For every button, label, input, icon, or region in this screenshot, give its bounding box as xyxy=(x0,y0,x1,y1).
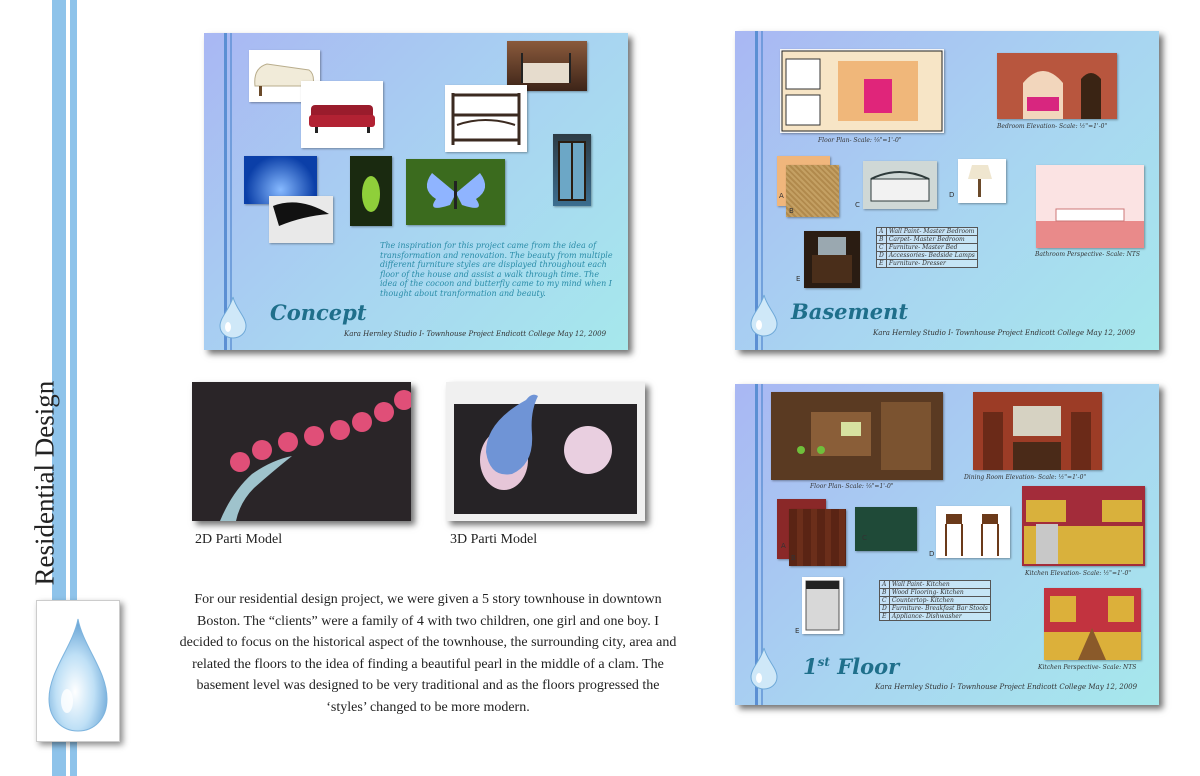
legend-row: B Wood Flooring- Kitchen xyxy=(880,589,991,597)
dining-room-elevation-caption: Dining Room Elevation- Scale: ½"=1'-0" xyxy=(964,474,1087,481)
project-description: For our residential design project, we were given a 5 story townhouse in downtown Boston. The “clients” were a family of 4 with two children, one girl and one boy. I decided to focus on the historical aspect of the townhouse, the surrounding city, area and related the floors to the idea of finding a beautiful pearl in the middle of a clam. The basement level was designed to be very traditional and as the floors progressed the ‘styles’ changed to be more modern. xyxy=(179,592,677,715)
basement-board xyxy=(735,31,1159,350)
legend-letter-d: D xyxy=(949,191,955,199)
master-bed-image xyxy=(863,161,937,209)
water-drop-icon xyxy=(749,293,779,337)
legend-letter-e: E xyxy=(796,275,801,283)
legend-row: D Accessories- Bedside Lamps xyxy=(877,252,978,260)
countertop-swatch xyxy=(855,507,917,551)
dining-room-elevation xyxy=(973,392,1102,470)
legend-row: B Carpet- Master Bedroom xyxy=(877,236,978,244)
water-drop-icon xyxy=(37,601,119,741)
bar-stools-image xyxy=(936,506,1010,558)
model-2d-caption: 2D Parti Model xyxy=(195,532,283,547)
basement-credit: Kara Hernley Studio I- Townhouse Project Endicott College May 12, 2009 xyxy=(873,329,1136,337)
model-3d-caption: 3D Parti Model xyxy=(450,532,538,547)
legend-letter-b: B xyxy=(789,207,794,215)
kitchen-perspective-caption: Kitchen Perspective- Scale: NTS xyxy=(1038,664,1137,671)
water-drop-card xyxy=(36,600,120,742)
basement-floor-plan xyxy=(780,49,944,133)
concept-board xyxy=(204,33,628,350)
first-floor-title: 1st Floor xyxy=(803,654,900,679)
dishwasher-image xyxy=(802,577,843,634)
legend-row: A Wall Paint- Kitchen xyxy=(880,581,991,589)
basement-legend xyxy=(876,227,978,268)
chrysalis-image xyxy=(350,156,392,226)
concept-title: Concept xyxy=(270,300,367,325)
window-view-image xyxy=(553,134,591,206)
first-floor-credit: Kara Hernley Studio I- Townhouse Project Endicott College May 12, 2009 xyxy=(875,683,1138,691)
kitchen-elevation-caption: Kitchen Elevation- Scale: ½"=1'-0" xyxy=(1025,570,1132,577)
legend-letter-e: E xyxy=(795,627,800,635)
first-floor-legend xyxy=(879,580,991,621)
bedroom-elevation xyxy=(997,53,1117,119)
legend-letter-a: A xyxy=(781,542,786,550)
section-title: Residential Design xyxy=(29,380,60,586)
feather-image xyxy=(269,196,333,243)
legend-letter-c: C xyxy=(862,534,867,542)
basement-title: Basement xyxy=(791,299,909,324)
first-floor-plan-caption: Floor Plan- Scale: ⅛"=1'-0" xyxy=(810,483,894,490)
legend-row: D Furniture- Breakfast Bar Stools xyxy=(880,605,991,613)
wood-flooring-swatch xyxy=(789,509,846,566)
model-2d-image xyxy=(192,382,411,521)
basement-floor-plan-caption: Floor Plan- Scale: ⅛"=1'-0" xyxy=(818,137,902,144)
first-floor-board xyxy=(735,384,1159,705)
bedroom-photo xyxy=(507,41,587,91)
water-drop-icon xyxy=(218,295,248,339)
water-drop-icon xyxy=(749,646,779,690)
legend-letter-b: B xyxy=(791,554,796,562)
bedside-lamp-image xyxy=(958,159,1006,203)
bathroom-perspective-caption: Bathroom Perspective- Scale: NTS xyxy=(1035,251,1140,258)
legend-row: C Countertop- Kitchen xyxy=(880,597,991,605)
red-sofa-image xyxy=(301,81,383,148)
legend-letter-c: C xyxy=(855,201,860,209)
legend-letter-d: D xyxy=(929,550,935,558)
bathroom-perspective xyxy=(1036,165,1144,248)
legend-row: C Furniture- Master Bed xyxy=(877,244,978,252)
legend-row: E Appliance- Dishwasher xyxy=(880,613,991,621)
concept-credit: Kara Hernley Studio I- Townhouse Project Endicott College May 12, 2009 xyxy=(344,330,607,338)
kitchen-perspective xyxy=(1044,588,1141,660)
concept-text: The inspiration for this project came from the idea of transformation and renovation. The beauty from multiple different furniture styles are displayed throughout each floor of the house and assist a walk through time. The idea of the cocoon and butterfly came to my mind when I thought about tranformation and beauty. xyxy=(380,241,613,298)
bedroom-elevation-caption: Bedroom Elevation- Scale: ½"=1'-0" xyxy=(997,123,1108,130)
legend-letter-a: A xyxy=(779,192,784,200)
kitchen-elevation xyxy=(1022,486,1145,566)
model-3d-image xyxy=(446,382,645,521)
legend-row: E Furniture- Dresser xyxy=(877,260,978,268)
first-floor-plan xyxy=(771,392,943,480)
dresser-image xyxy=(804,231,860,288)
bunk-bed-image xyxy=(445,85,527,152)
blue-butterfly-image xyxy=(406,159,505,225)
legend-row: A Wall Paint- Master Bedroom xyxy=(877,228,978,236)
